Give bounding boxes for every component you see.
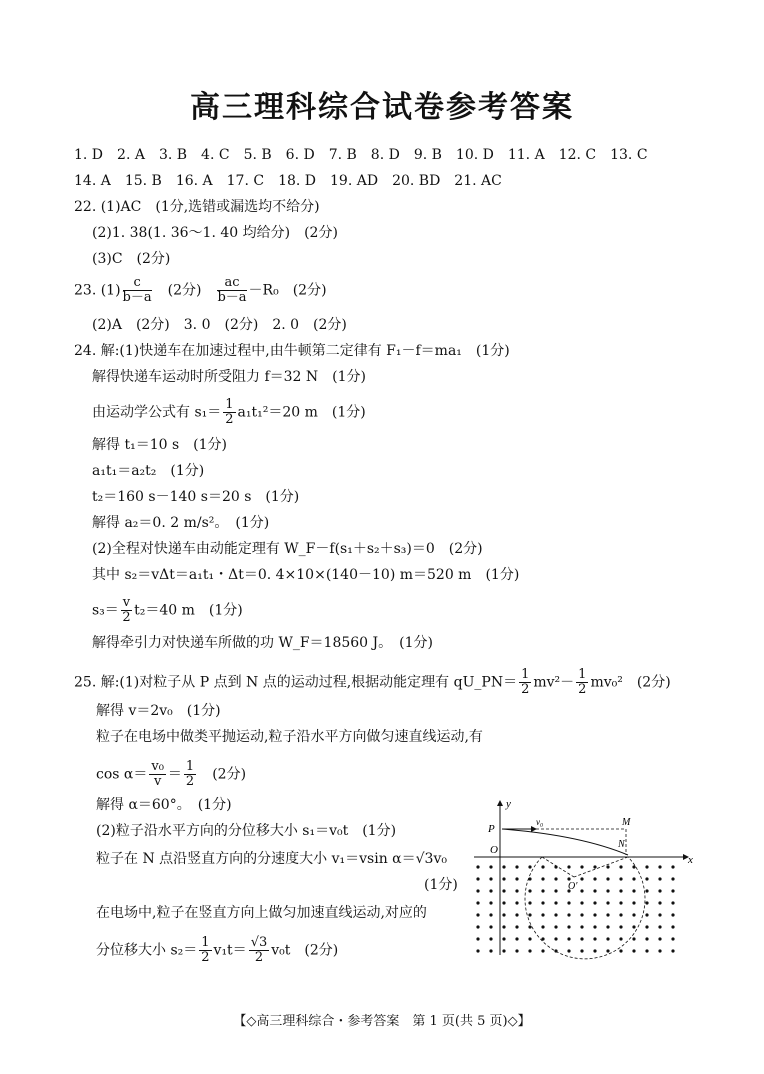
- field-dot: [658, 889, 661, 892]
- field-dot: [554, 901, 557, 904]
- denominator: b－a: [217, 290, 247, 305]
- q25-l9-post: v₀t (2分): [271, 942, 339, 959]
- field-dot: [515, 889, 518, 892]
- page-footer: 【◇高三理科综合・参考答案 第 1 页(共 5 页)◇】: [233, 1014, 531, 1029]
- q25-line-4: [96, 760, 246, 789]
- y-axis-label: y: [506, 798, 511, 810]
- field-dot: [658, 949, 661, 952]
- field-dot: [671, 877, 674, 880]
- center-o-prime-label: O′: [568, 881, 578, 892]
- field-dot: [476, 889, 479, 892]
- field-dot: [541, 877, 544, 880]
- q25-line-7-score: (1分): [424, 877, 458, 893]
- q25-line-5: 解得 α＝60°。 (1分): [96, 797, 232, 813]
- q25-l4-fraction-1: [149, 760, 166, 789]
- field-dot: [632, 865, 635, 868]
- field-dot: [528, 877, 531, 880]
- field-dot: [645, 889, 648, 892]
- field-dot: [554, 937, 557, 940]
- field-dot: [489, 889, 492, 892]
- field-dot: [658, 925, 661, 928]
- field-dot: [606, 925, 609, 928]
- field-dot: [619, 901, 622, 904]
- field-dot: [476, 901, 479, 904]
- field-dot: [606, 937, 609, 940]
- field-dot: [554, 889, 557, 892]
- denominator: b－a: [122, 290, 152, 305]
- q25-l1-fraction-2: [576, 668, 588, 697]
- q25-l1-post: mv₀² (2分): [590, 674, 671, 691]
- field-dot: [489, 949, 492, 952]
- q25-l9-fraction-2: [249, 936, 270, 965]
- field-dot: [645, 901, 648, 904]
- field-dot: [619, 913, 622, 916]
- field-dot: [554, 925, 557, 928]
- page-title: 高三理科综合试卷参考答案: [190, 90, 574, 125]
- field-dot: [580, 865, 583, 868]
- denominator: 2: [254, 950, 264, 965]
- q25-line-6: (2)粒子沿水平方向的分位移大小 s₁＝v₀t (1分): [96, 823, 397, 839]
- field-dot: [632, 937, 635, 940]
- q22-line-3: (3)C (2分): [92, 251, 171, 267]
- field-dot: [671, 901, 674, 904]
- q23-after: －R₀ (2分): [248, 282, 327, 299]
- field-dot: [515, 865, 518, 868]
- field-dot: [502, 925, 505, 928]
- field-dot: [580, 913, 583, 916]
- q24-line-9: 其中 s₂＝vΔt＝a₁t₁・Δt＝0. 4×10×(140－10) m＝520 m (1分): [92, 567, 520, 583]
- field-dot: [619, 889, 622, 892]
- field-dot: [632, 949, 635, 952]
- q24-l10-post: t₂＝40 m (1分): [134, 602, 243, 619]
- field-dot: [658, 865, 661, 868]
- field-dot: [515, 877, 518, 880]
- field-dot: [671, 889, 674, 892]
- field-dot: [541, 865, 544, 868]
- field-dot: [567, 949, 570, 952]
- q23-mark-1: (2分): [153, 282, 216, 299]
- q24-l3-pre: 由运动学公式有 s₁＝: [92, 404, 222, 421]
- q25-l9-fraction-1: [199, 936, 211, 965]
- field-dot: [528, 949, 531, 952]
- q25-l1-pre: 25. 解:(1)对粒子从 P 点到 N 点的运动过程,根据动能定理有 qU_PN＝: [74, 674, 518, 691]
- field-dot: [554, 913, 557, 916]
- q25-l1-mid: mv²－: [533, 674, 575, 691]
- numerator: 1: [201, 935, 210, 950]
- q25-line-3: 粒子在电场中做类平抛运动,粒子沿水平方向做匀速直线运动,有: [96, 729, 483, 745]
- q25-l9-mid: v₁t＝: [213, 942, 247, 959]
- field-dot: [528, 901, 531, 904]
- q24-line-6: t₂＝160 s－140 s＝20 s (1分): [92, 489, 300, 505]
- numerator: v: [122, 595, 131, 610]
- field-dot: [476, 925, 479, 928]
- field-dot: [606, 889, 609, 892]
- field-dot: [489, 901, 492, 904]
- q25-line-9: [96, 936, 338, 965]
- origin-label: O: [490, 844, 498, 856]
- q25-line-8: 在电场中,粒子在竖直方向上做匀加速直线运动,对应的: [96, 905, 427, 921]
- field-dot: [606, 877, 609, 880]
- q22-line-2: (2)1. 38(1. 36～1. 40 均给分) (2分): [92, 225, 338, 241]
- field-dot: [593, 877, 596, 880]
- numerator: √3: [250, 935, 268, 950]
- field-dot: [580, 889, 583, 892]
- field-dot: [554, 877, 557, 880]
- denominator: 2: [122, 610, 131, 625]
- field-dot: [502, 913, 505, 916]
- q24-l3-post: a₁t₁²＝20 m (1分): [237, 404, 366, 421]
- field-dot: [541, 889, 544, 892]
- field-dot: [541, 949, 544, 952]
- mc-answers-row-1: 1. D 2. A 3. B 4. C 5. B 6. D 7. B 8. D 9. B 10. D 11. A 12. C 13. C: [74, 147, 648, 163]
- q24-line-2: 解得快递车运动时所受阻力 f＝32 N (1分): [92, 369, 366, 385]
- field-dot: [593, 901, 596, 904]
- field-dot: [593, 865, 596, 868]
- denominator: 2: [578, 682, 587, 697]
- mc-answers-row-2: 14. A 15. B 16. A 17. C 18. D 19. AD 20. BD 21. AC: [74, 173, 502, 189]
- field-dot: [567, 913, 570, 916]
- q25-l4-pre: cos α＝: [96, 766, 148, 783]
- field-dot: [632, 925, 635, 928]
- point-n-label: N: [618, 839, 625, 850]
- field-dot: [541, 901, 544, 904]
- numerator: 1: [521, 667, 530, 682]
- q23-prefix: 23. (1): [74, 282, 121, 299]
- field-dot: [528, 889, 531, 892]
- q24-line-3: [92, 398, 366, 427]
- field-dot: [489, 925, 492, 928]
- q23-line-1: [74, 276, 327, 305]
- denominator: 2: [225, 412, 234, 427]
- numerator: 1: [578, 667, 587, 682]
- field-dot: [476, 949, 479, 952]
- numerator: v₀: [151, 759, 164, 774]
- field-dot: [528, 925, 531, 928]
- field-dot: [476, 937, 479, 940]
- q24-l10-fraction: [121, 596, 132, 625]
- field-dot: [502, 877, 505, 880]
- field-dot: [567, 937, 570, 940]
- field-dot: [502, 949, 505, 952]
- field-dot: [671, 865, 674, 868]
- field-dot: [619, 865, 622, 868]
- denominator: 2: [185, 774, 195, 789]
- field-dot: [645, 913, 648, 916]
- numerator: ac: [217, 276, 246, 291]
- field-dot: [671, 949, 674, 952]
- q24-line-7: 解得 a₂＝0. 2 m/s²。 (1分): [92, 515, 270, 531]
- field-dot: [658, 877, 661, 880]
- field-dot: [658, 913, 661, 916]
- field-dot: [632, 913, 635, 916]
- field-dot: [476, 913, 479, 916]
- field-dot: [580, 937, 583, 940]
- field-dot: [645, 937, 648, 940]
- q23-fraction-2: [217, 276, 246, 305]
- field-dot: [528, 865, 531, 868]
- field-dot: [489, 865, 492, 868]
- particle-trajectory-figure: [470, 795, 702, 965]
- field-dot: [619, 925, 622, 928]
- denominator: v: [153, 774, 162, 789]
- field-dot: [567, 925, 570, 928]
- numerator: c: [123, 276, 152, 291]
- point-m-label: M: [622, 817, 631, 828]
- field-dot: [528, 937, 531, 940]
- field-dot: [606, 949, 609, 952]
- velocity-label: v₀: [536, 817, 544, 827]
- field-dot: [528, 913, 531, 916]
- field-dot: [476, 865, 479, 868]
- q25-l4-eq: ＝: [167, 766, 182, 783]
- field-dot: [489, 913, 492, 916]
- trajectory-parabola: [502, 829, 628, 855]
- field-dot: [580, 949, 583, 952]
- field-dot: [593, 889, 596, 892]
- q22-line-1: 22. (1)AC (1分,选错或漏选均不给分): [74, 199, 320, 215]
- field-dot: [515, 913, 518, 916]
- q25-line-2: 解得 v＝2v₀ (1分): [96, 703, 221, 719]
- denominator: 2: [521, 682, 530, 697]
- field-dot: [593, 949, 596, 952]
- field-dot: [489, 877, 492, 880]
- field-dot: [645, 949, 648, 952]
- q24-line-5: a₁t₁＝a₂t₂ (1分): [92, 463, 205, 479]
- magnetic-field-dots: [476, 865, 674, 952]
- field-dot: [619, 937, 622, 940]
- field-dot: [645, 925, 648, 928]
- q25-l1-fraction-1: [519, 668, 531, 697]
- field-dot: [671, 913, 674, 916]
- field-dot: [606, 901, 609, 904]
- field-dot: [502, 889, 505, 892]
- field-dot: [593, 937, 596, 940]
- denominator: 2: [201, 950, 210, 965]
- numerator: 1: [225, 397, 234, 412]
- field-dot: [658, 937, 661, 940]
- field-dot: [606, 865, 609, 868]
- field-dot: [671, 937, 674, 940]
- q24-line-11: 解得牵引力对快递车所做的功 W_F＝18560 J。 (1分): [92, 635, 433, 651]
- field-dot: [567, 865, 570, 868]
- x-axis-label: x: [688, 854, 693, 866]
- field-dot: [515, 949, 518, 952]
- field-dot: [606, 913, 609, 916]
- q24-l3-fraction: [223, 398, 235, 427]
- field-dot: [515, 925, 518, 928]
- numerator: 1: [185, 759, 195, 774]
- q24-line-1: 24. 解:(1)快递车在加速过程中,由牛顿第二定律有 F₁－f＝ma₁ (1分): [74, 343, 510, 359]
- field-dot: [658, 901, 661, 904]
- field-dot: [645, 877, 648, 880]
- field-dot: [619, 949, 622, 952]
- field-dot: [632, 901, 635, 904]
- field-dot: [619, 877, 622, 880]
- q25-line-7: 粒子在 N 点沿竖直方向的分速度大小 v₁＝vsin α＝√3v₀: [96, 851, 447, 867]
- field-dot: [567, 901, 570, 904]
- q25-l4-post: (2分): [198, 766, 247, 783]
- field-dot: [580, 877, 583, 880]
- field-dot: [502, 937, 505, 940]
- q24-line-8: (2)全程对快递车由动能定理有 W_F－f(s₁＋s₂＋s₃)＝0 (2分): [92, 541, 483, 557]
- field-dot: [515, 937, 518, 940]
- q25-l4-fraction-2: [184, 760, 196, 789]
- field-dot: [541, 925, 544, 928]
- q25-line-1: [74, 668, 671, 697]
- field-dot: [502, 865, 505, 868]
- q23-fraction-1: [123, 276, 152, 305]
- field-dot: [593, 913, 596, 916]
- field-dot: [476, 877, 479, 880]
- q24-l10-pre: s₃＝: [92, 602, 119, 619]
- field-dot: [541, 913, 544, 916]
- q25-l9-pre: 分位移大小 s₂＝: [96, 942, 198, 959]
- field-dot: [632, 877, 635, 880]
- field-dot: [632, 889, 635, 892]
- field-dot: [593, 925, 596, 928]
- field-dot: [671, 925, 674, 928]
- q23-line-2: (2)A (2分) 3. 0 (2分) 2. 0 (2分): [92, 317, 347, 333]
- q24-line-4: 解得 t₁＝10 s (1分): [92, 437, 227, 453]
- field-dot: [580, 925, 583, 928]
- circular-path: [525, 857, 645, 959]
- point-p-label: P: [488, 823, 495, 835]
- field-dot: [502, 901, 505, 904]
- field-dot: [515, 901, 518, 904]
- field-dot: [580, 901, 583, 904]
- q24-line-10: [92, 596, 243, 625]
- field-dot: [489, 937, 492, 940]
- field-dot: [645, 865, 648, 868]
